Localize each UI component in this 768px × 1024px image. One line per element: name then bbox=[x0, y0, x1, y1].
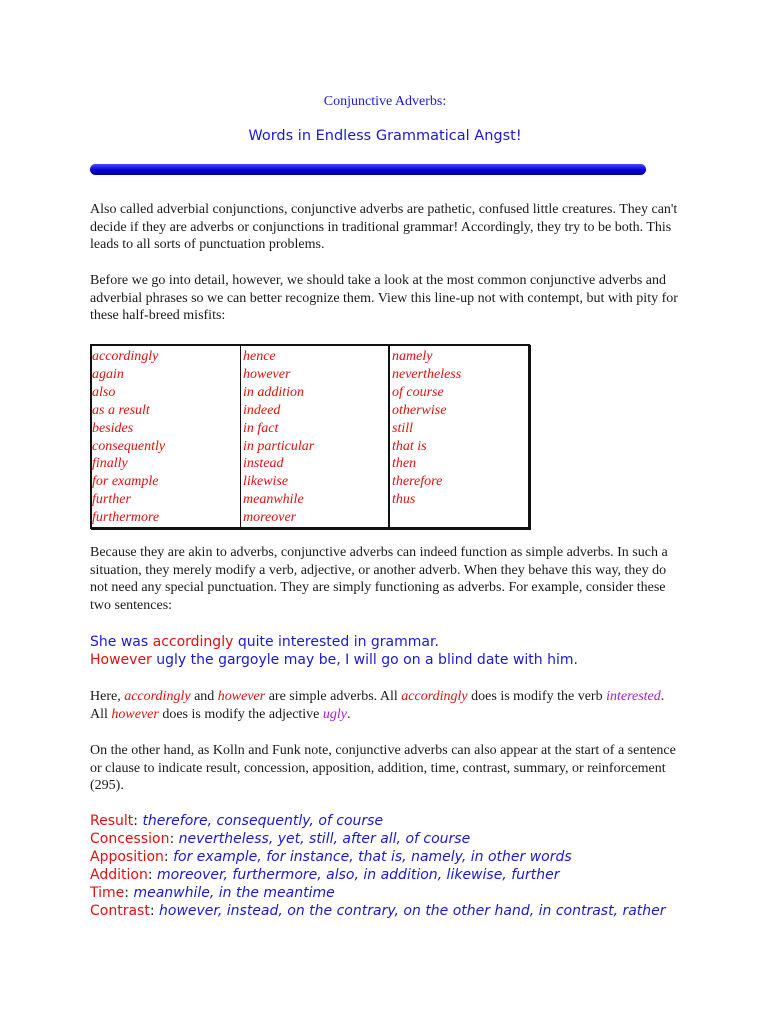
table-column-3 bbox=[390, 346, 528, 527]
table-column-1 bbox=[92, 346, 241, 527]
category-words: nevertheless, yet, still, after all, of course bbox=[178, 831, 471, 847]
table-cell: besides bbox=[92, 420, 134, 436]
page-subtitle: Words in Endless Grammatical Angst! bbox=[248, 128, 522, 144]
table-cell: in addition bbox=[243, 384, 305, 400]
table-cell: furthermore bbox=[92, 510, 160, 526]
category-contrast: Contrast: however, instead, on the contrary, on the other hand, in contrast, rather bbox=[90, 903, 666, 919]
lineup-paragraph: Before we go into detail, however, we should take a look at the most common conjunctive adverbs and adverbial phrases so we can better recognize them. View this line-up not with contempt, but with pity for these half-breed misfits: bbox=[90, 273, 678, 324]
table-cell: hence bbox=[243, 349, 276, 364]
category-words: moreover, furthermore, also, in addition, likewise, further bbox=[156, 867, 560, 883]
text-run: and bbox=[190, 689, 218, 704]
category-concession: Concession: nevertheless, yet, still, after all, of course bbox=[90, 831, 471, 847]
category-words: however, instead, on the contrary, on the other hand, in contrast, rather bbox=[159, 903, 666, 919]
category-words: for example, for instance, that is, namely, in other words bbox=[173, 849, 572, 865]
adverb-word: however bbox=[217, 689, 266, 704]
category-label: Result bbox=[90, 813, 134, 829]
table-cell: nevertheless bbox=[392, 366, 462, 382]
adverb-word: accordingly bbox=[401, 689, 468, 704]
table-cell: instead bbox=[243, 456, 284, 472]
category-time: Time: meanwhile, in the meantime bbox=[90, 885, 335, 901]
table-cell: otherwise bbox=[392, 402, 447, 418]
modified-word: ugly bbox=[322, 706, 348, 722]
table-cell: also bbox=[92, 384, 116, 400]
category-addition: Addition: moreover, furthermore, also, in addition, likewise, further bbox=[90, 867, 560, 883]
table-cell: moreover bbox=[243, 510, 297, 526]
explanation-paragraph bbox=[90, 688, 680, 723]
table-cell: therefore bbox=[392, 474, 443, 490]
table-cell: indeed bbox=[243, 402, 281, 418]
table-cell: for example bbox=[92, 474, 159, 490]
category-words: therefore, consequently, of course bbox=[142, 813, 384, 829]
category-label: Time bbox=[90, 885, 125, 901]
category-label: Apposition bbox=[90, 849, 164, 865]
conjunctive-adverbs-table bbox=[90, 344, 530, 529]
table-cell: in particular bbox=[243, 438, 315, 454]
table-cell: that is bbox=[392, 438, 427, 454]
example-text: ugly the gargoyle may be, I will go on a blind date with him. bbox=[151, 652, 578, 668]
text-run: . All bbox=[90, 689, 665, 722]
example-text: quite interested in grammar. bbox=[233, 634, 439, 650]
category-apposition: Apposition: for example, for instance, that is, namely, in other words bbox=[90, 849, 572, 865]
text-run: does is modify the adjective bbox=[158, 706, 323, 722]
table-cell: of course bbox=[392, 384, 444, 400]
text-run: are simple adverbs. All bbox=[265, 689, 402, 704]
text-run: does is modify the verb bbox=[467, 689, 607, 704]
category-label: Contrast bbox=[90, 903, 150, 919]
adverb-word: accordingly bbox=[124, 689, 191, 704]
table-cell: consequently bbox=[92, 438, 166, 454]
table-cell: in fact bbox=[243, 420, 279, 436]
table-cell: however bbox=[243, 366, 291, 382]
table-cell: then bbox=[392, 456, 417, 472]
example-sentence-2 bbox=[90, 652, 690, 670]
modified-word: interested bbox=[606, 689, 661, 704]
category-result: Result: therefore, consequently, of course bbox=[90, 813, 384, 829]
category-label: Addition bbox=[90, 867, 148, 883]
intro-paragraph: Also called adverbial conjunctions, conjunctive adverbs are pathetic, confused little creatures. They can't decide if they are adverbs or conjunctions in traditional grammar! Accordingly, they try to be both. This leads to all sorts of punctuation problems. bbox=[90, 202, 678, 253]
example-text: She was bbox=[90, 634, 153, 650]
example-adverb: However bbox=[90, 652, 152, 668]
decorative-divider-bar bbox=[90, 164, 646, 175]
simple-adverbs-paragraph: Because they are akin to adverbs, conjunctive adverbs can indeed function as simple adverbs. In such a situation, they merely modify a verb, adjective, or another adverb. When they behave this way, they do not need any special punctuation. They are simply functioning as adverbs. For example, consider these two sentences: bbox=[90, 545, 668, 614]
table-cell: meanwhile bbox=[243, 492, 304, 508]
text-run: . bbox=[347, 706, 351, 722]
adverb-word: however bbox=[111, 706, 159, 722]
table-cell: as a result bbox=[92, 402, 150, 418]
kolln-funk-paragraph: On the other hand, as Kolln and Funk note, conjunctive adverbs can also appear at the start of a sentence or clause to indicate result, concession, apposition, addition, time, contrast, summary, or reinforcement (295). bbox=[90, 743, 676, 794]
table-cell: thus bbox=[392, 492, 416, 508]
text-run: Here, bbox=[90, 689, 125, 704]
table-cell: still bbox=[392, 420, 414, 436]
example-adverb: accordingly bbox=[152, 634, 234, 650]
page-title: Conjunctive Adverbs: bbox=[323, 94, 447, 109]
table-cell: likewise bbox=[243, 474, 289, 490]
category-label: Concession bbox=[90, 831, 170, 847]
table-cell: further bbox=[92, 492, 131, 508]
category-words: meanwhile, in the meantime bbox=[133, 885, 335, 901]
example-sentence-1 bbox=[90, 634, 690, 652]
table-cell: again bbox=[92, 366, 124, 382]
table-column-2 bbox=[241, 346, 390, 527]
table-cell: finally bbox=[92, 456, 128, 472]
table-cell: namely bbox=[392, 349, 433, 364]
table-cell: accordingly bbox=[92, 349, 159, 364]
